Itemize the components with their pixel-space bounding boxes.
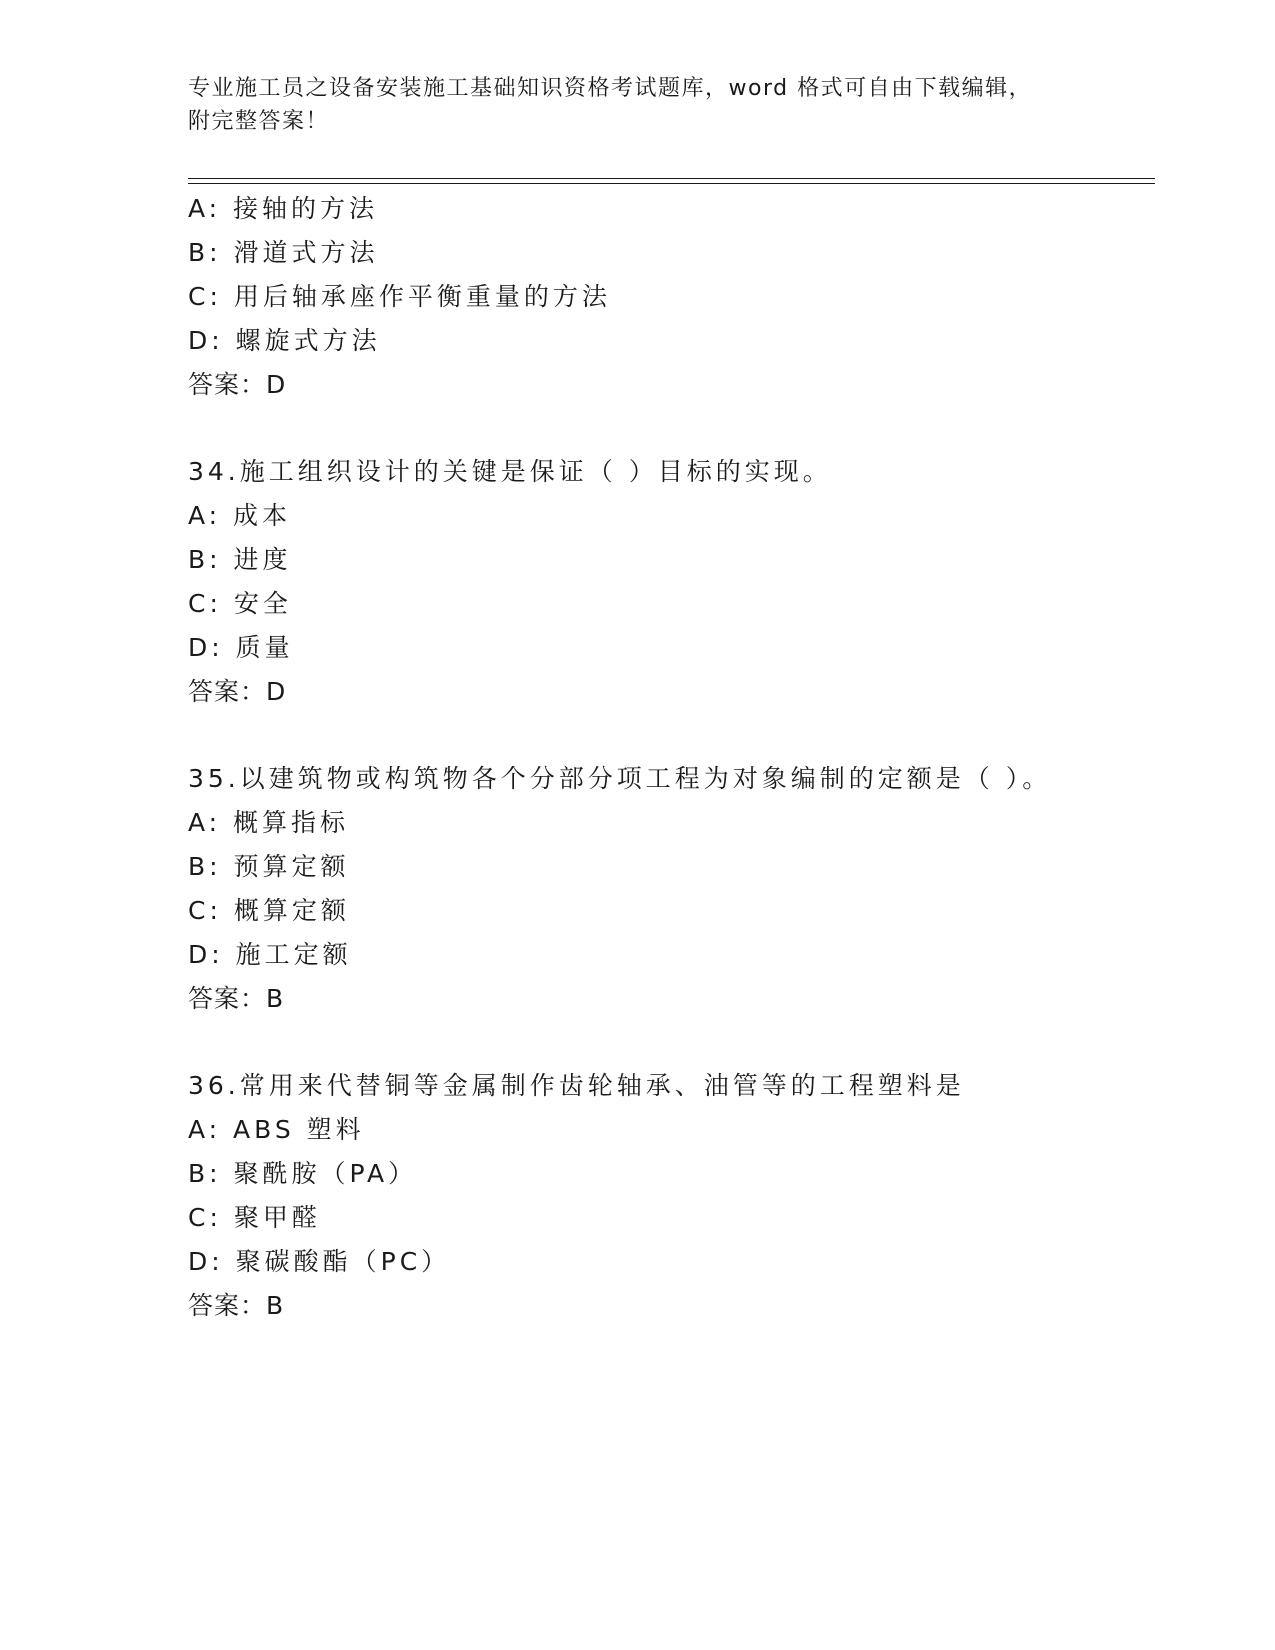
header-divider-top bbox=[188, 178, 1155, 179]
q34-option-d: D: 质量 bbox=[188, 633, 294, 662]
q33-option-a: A: 接轴的方法 bbox=[188, 194, 379, 223]
q35-option-c: C: 概算定额 bbox=[188, 896, 350, 925]
q35-option-d: D: 施工定额 bbox=[188, 940, 352, 969]
q35-answer: 答案：B bbox=[188, 984, 285, 1013]
q36-option-c: C: 聚甲醛 bbox=[188, 1203, 321, 1232]
q34-option-a: A: 成本 bbox=[188, 501, 292, 530]
q34-option-c: C: 安全 bbox=[188, 589, 292, 618]
q36-option-b: B: 聚酰胺（PA） bbox=[188, 1159, 418, 1188]
q36-question: 36.常用来代替铜等金属制作齿轮轴承、油管等的工程塑料是 bbox=[188, 1071, 965, 1100]
q34-option-b: B: 进度 bbox=[188, 545, 292, 574]
header-divider-bottom bbox=[188, 183, 1155, 184]
q35-option-b: B: 预算定额 bbox=[188, 852, 350, 881]
q35-question: 35.以建筑物或构筑物各个分部分项工程为对象编制的定额是（ ）。 bbox=[188, 764, 1052, 793]
q34-question: 34.施工组织设计的关键是保证（ ）目标的实现。 bbox=[188, 457, 832, 486]
header-line-2: 附完整答案！ bbox=[188, 109, 330, 134]
q36-option-d: D: 聚碳酸酯（PC） bbox=[188, 1247, 451, 1276]
q35-option-a: A: 概算指标 bbox=[188, 808, 350, 837]
q33-option-c: C: 用后轴承座作平衡重量的方法 bbox=[188, 282, 611, 311]
q33-option-b: B: 滑道式方法 bbox=[188, 238, 379, 267]
document-header bbox=[188, 72, 1088, 138]
q33-option-d: D: 螺旋式方法 bbox=[188, 326, 381, 355]
q33-answer: 答案：D bbox=[188, 370, 287, 399]
header-line-1: 专业施工员之设备安装施工基础知识资格考试题库，word 格式可自由下载编辑， bbox=[188, 76, 1033, 101]
q34-answer: 答案：D bbox=[188, 677, 287, 706]
q36-option-a: A: ABS 塑料 bbox=[188, 1115, 365, 1144]
q36-answer: 答案：B bbox=[188, 1291, 285, 1320]
